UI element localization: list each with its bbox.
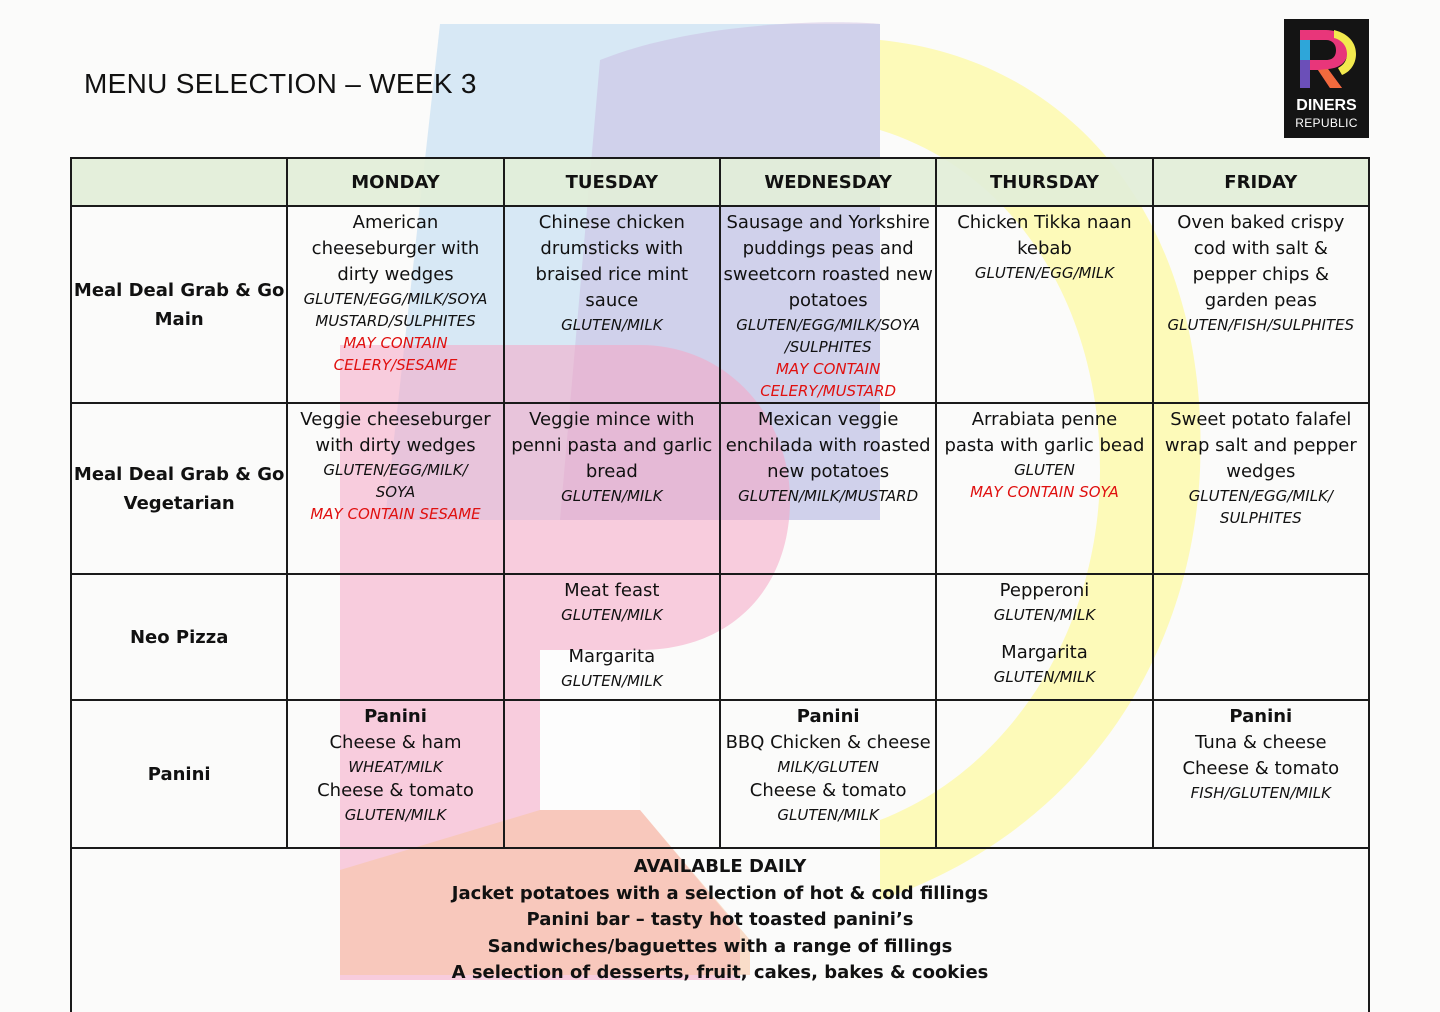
allergen-info: GLUTEN/MILK: [561, 606, 663, 624]
allergen-info: GLUTEN/EGG/MILK: [974, 264, 1115, 282]
daily-item: Panini bar – tasty hot toasted panini’s: [526, 909, 914, 930]
row-label-line: Neo Pizza: [129, 626, 229, 648]
allergen-info: GLUTEN/MILK: [777, 806, 879, 824]
menu-cell-monday: [287, 700, 503, 848]
menu-cell-thursday: [936, 206, 1152, 403]
dish-text: Chinese chicken: [538, 212, 685, 233]
allergen-warning: MAY CONTAIN SESAME: [310, 505, 481, 523]
row-label: [71, 403, 287, 574]
spacer: [505, 626, 719, 644]
dish-text: braised rice mint: [535, 264, 689, 285]
allergen-warning: CELERY/MUSTARD: [760, 382, 897, 400]
dish-text: Panini: [796, 706, 860, 727]
daily-item: Sandwiches/baguettes with a range of fillings: [487, 935, 953, 957]
menu-cell-wednesday: [720, 574, 936, 700]
dish-text: Meat feast: [564, 580, 660, 601]
dish-text: Tuna & cheese: [1195, 732, 1327, 753]
dish-text: garden peas: [1204, 290, 1317, 311]
dish-text: dirty wedges: [337, 264, 454, 285]
menu-cell-thursday: [936, 574, 1152, 700]
row-label-line: Meal Deal Grab & Go: [73, 463, 285, 485]
menu-cell-friday: [1153, 403, 1369, 574]
menu-row: [71, 700, 1369, 848]
allergen-info: GLUTEN/MILK: [993, 668, 1096, 686]
menu-cell-monday: [287, 574, 503, 700]
menu-cell-monday: [287, 403, 503, 574]
allergen-info: GLUTEN/MILK: [561, 487, 663, 505]
allergen-info: GLUTEN/MILK: [344, 806, 447, 824]
allergen-warning: MAY CONTAIN: [343, 334, 448, 352]
allergen-info: FISH/GLUTEN/MILK: [1190, 784, 1331, 802]
dish-text: new potatoes: [767, 461, 890, 482]
menu-row: [71, 206, 1369, 403]
logo-text-line1: DINERS: [1296, 97, 1357, 114]
dish-text: Cheese & tomato: [317, 780, 474, 801]
dish-text: Margarita: [1001, 642, 1088, 663]
allergen-info: GLUTEN/EGG/MILK/: [1188, 487, 1333, 505]
header-tuesday: TUESDAY: [504, 158, 720, 206]
allergen-warning: MAY CONTAIN: [775, 360, 881, 378]
dish-text: with dirty wedges: [315, 435, 476, 456]
row-label-line: Main: [154, 308, 204, 330]
menu-cell-tuesday: [504, 206, 720, 403]
available-daily-cell: [71, 848, 1369, 1012]
header-row: [71, 158, 1369, 206]
spacer: [937, 626, 1151, 640]
dish-text: Cheese & tomato: [1182, 758, 1340, 779]
dish-text: Mexican veggie: [757, 409, 899, 430]
row-label-line: Meal Deal Grab & Go: [73, 279, 285, 301]
menu-cell-monday: [287, 206, 503, 403]
dish-text: Margarita: [568, 646, 656, 667]
dish-text: American: [352, 212, 439, 233]
dish-text: cheeseburger with: [311, 238, 480, 259]
header-thursday: THURSDAY: [936, 158, 1152, 206]
row-label-line: Panini: [147, 763, 211, 785]
available-daily-heading: AVAILABLE DAILY: [633, 856, 807, 877]
dish-text: potatoes: [788, 290, 868, 311]
dish-text: kebab: [1017, 238, 1072, 259]
dish-text: Chicken Tikka naan: [957, 212, 1132, 233]
logo-r-mark-icon: [1298, 28, 1356, 90]
allergen-info: /SULPHITES: [784, 338, 872, 356]
diners-republic-logo: [1284, 19, 1369, 138]
menu-cell-tuesday: [504, 700, 720, 848]
menu-cell-wednesday: [720, 206, 936, 403]
menu-cell-wednesday: [720, 700, 936, 848]
dish-text: Veggie mince with: [529, 409, 695, 430]
header-wednesday: WEDNESDAY: [720, 158, 936, 206]
menu-cell-wednesday: [720, 403, 936, 574]
allergen-info: MUSTARD/SULPHITES: [315, 312, 476, 330]
allergen-info: GLUTEN/EGG/MILK/: [323, 461, 468, 479]
dish-text: BBQ Chicken & cheese: [725, 732, 931, 753]
dish-text: Sweet potato falafel: [1170, 409, 1352, 430]
dish-text: puddings peas and: [742, 238, 914, 259]
menu-cell-thursday: [936, 403, 1152, 574]
menu-cell-friday: [1153, 574, 1369, 700]
dish-text: enchilada with roasted: [725, 435, 931, 456]
header-corner: [71, 158, 287, 206]
dish-text: Oven baked crispy: [1177, 212, 1345, 233]
dish-text: bread: [585, 461, 638, 482]
allergen-info: MILK/GLUTEN: [777, 758, 879, 776]
menu-row: [71, 403, 1369, 574]
menu-table: [70, 157, 1370, 1012]
daily-item: A selection of desserts, fruit, cakes, bakes & cookies: [451, 962, 989, 983]
dish-text: Veggie cheeseburger: [300, 409, 491, 430]
dish-text: Arrabiata penne: [971, 409, 1118, 430]
dish-text: Pepperoni: [999, 580, 1090, 601]
dish-text: drumsticks with: [540, 238, 684, 259]
allergen-info: GLUTEN/EGG/MILK/SOYA: [736, 316, 921, 334]
row-label: [71, 206, 287, 403]
allergen-info: GLUTEN/MILK/MUSTARD: [738, 487, 919, 505]
dish-text: Panini: [1229, 706, 1293, 727]
daily-item: Jacket potatoes with a selection of hot & cold fillings: [451, 882, 989, 904]
allergen-info: GLUTEN: [1014, 461, 1075, 479]
allergen-warning: MAY CONTAIN SOYA: [970, 483, 1119, 501]
header-monday: MONDAY: [287, 158, 503, 206]
row-label-line: Vegetarian: [123, 492, 235, 514]
allergen-info: SULPHITES: [1219, 509, 1302, 527]
dish-text: penni pasta and garlic: [511, 435, 713, 456]
dish-text: Sausage and Yorkshire: [726, 212, 930, 233]
menu-cell-thursday: [936, 700, 1152, 848]
allergen-warning: CELERY/SESAME: [333, 356, 458, 374]
dish-text: pepper chips &: [1192, 264, 1330, 285]
dish-text: Cheese & tomato: [749, 780, 907, 801]
page-title: MENU SELECTION – WEEK 3: [84, 68, 477, 99]
logo-text-line2: REPUBLIC: [1295, 116, 1358, 130]
menu-cell-tuesday: [504, 403, 720, 574]
dish-text: wrap salt and pepper: [1164, 435, 1357, 456]
allergen-info: GLUTEN/EGG/MILK/SOYA: [303, 290, 488, 308]
row-label: [71, 574, 287, 700]
allergen-info: WHEAT/MILK: [348, 758, 443, 776]
dish-text: sweetcorn roasted new: [723, 264, 933, 285]
allergen-info: GLUTEN/MILK: [993, 606, 1096, 624]
menu-cell-friday: [1153, 700, 1369, 848]
allergen-info: GLUTEN/MILK: [561, 316, 663, 334]
available-daily-row: [71, 848, 1369, 1012]
dish-text: Cheese & ham: [329, 732, 462, 753]
allergen-info: SOYA: [375, 483, 416, 501]
header-friday: FRIDAY: [1153, 158, 1369, 206]
menu-row: [71, 574, 1369, 700]
dish-text: cod with salt &: [1193, 238, 1328, 259]
menu-cell-friday: [1153, 206, 1369, 403]
dish-text: sauce: [585, 290, 639, 311]
allergen-info: GLUTEN/MILK: [561, 672, 663, 690]
allergen-info: GLUTEN/FISH/SULPHITES: [1167, 316, 1355, 334]
dish-text: Panini: [364, 706, 427, 727]
dish-text: wedges: [1226, 461, 1296, 482]
row-label: [71, 700, 287, 848]
dish-text: pasta with garlic bead: [944, 435, 1145, 456]
menu-cell-tuesday: [504, 574, 720, 700]
